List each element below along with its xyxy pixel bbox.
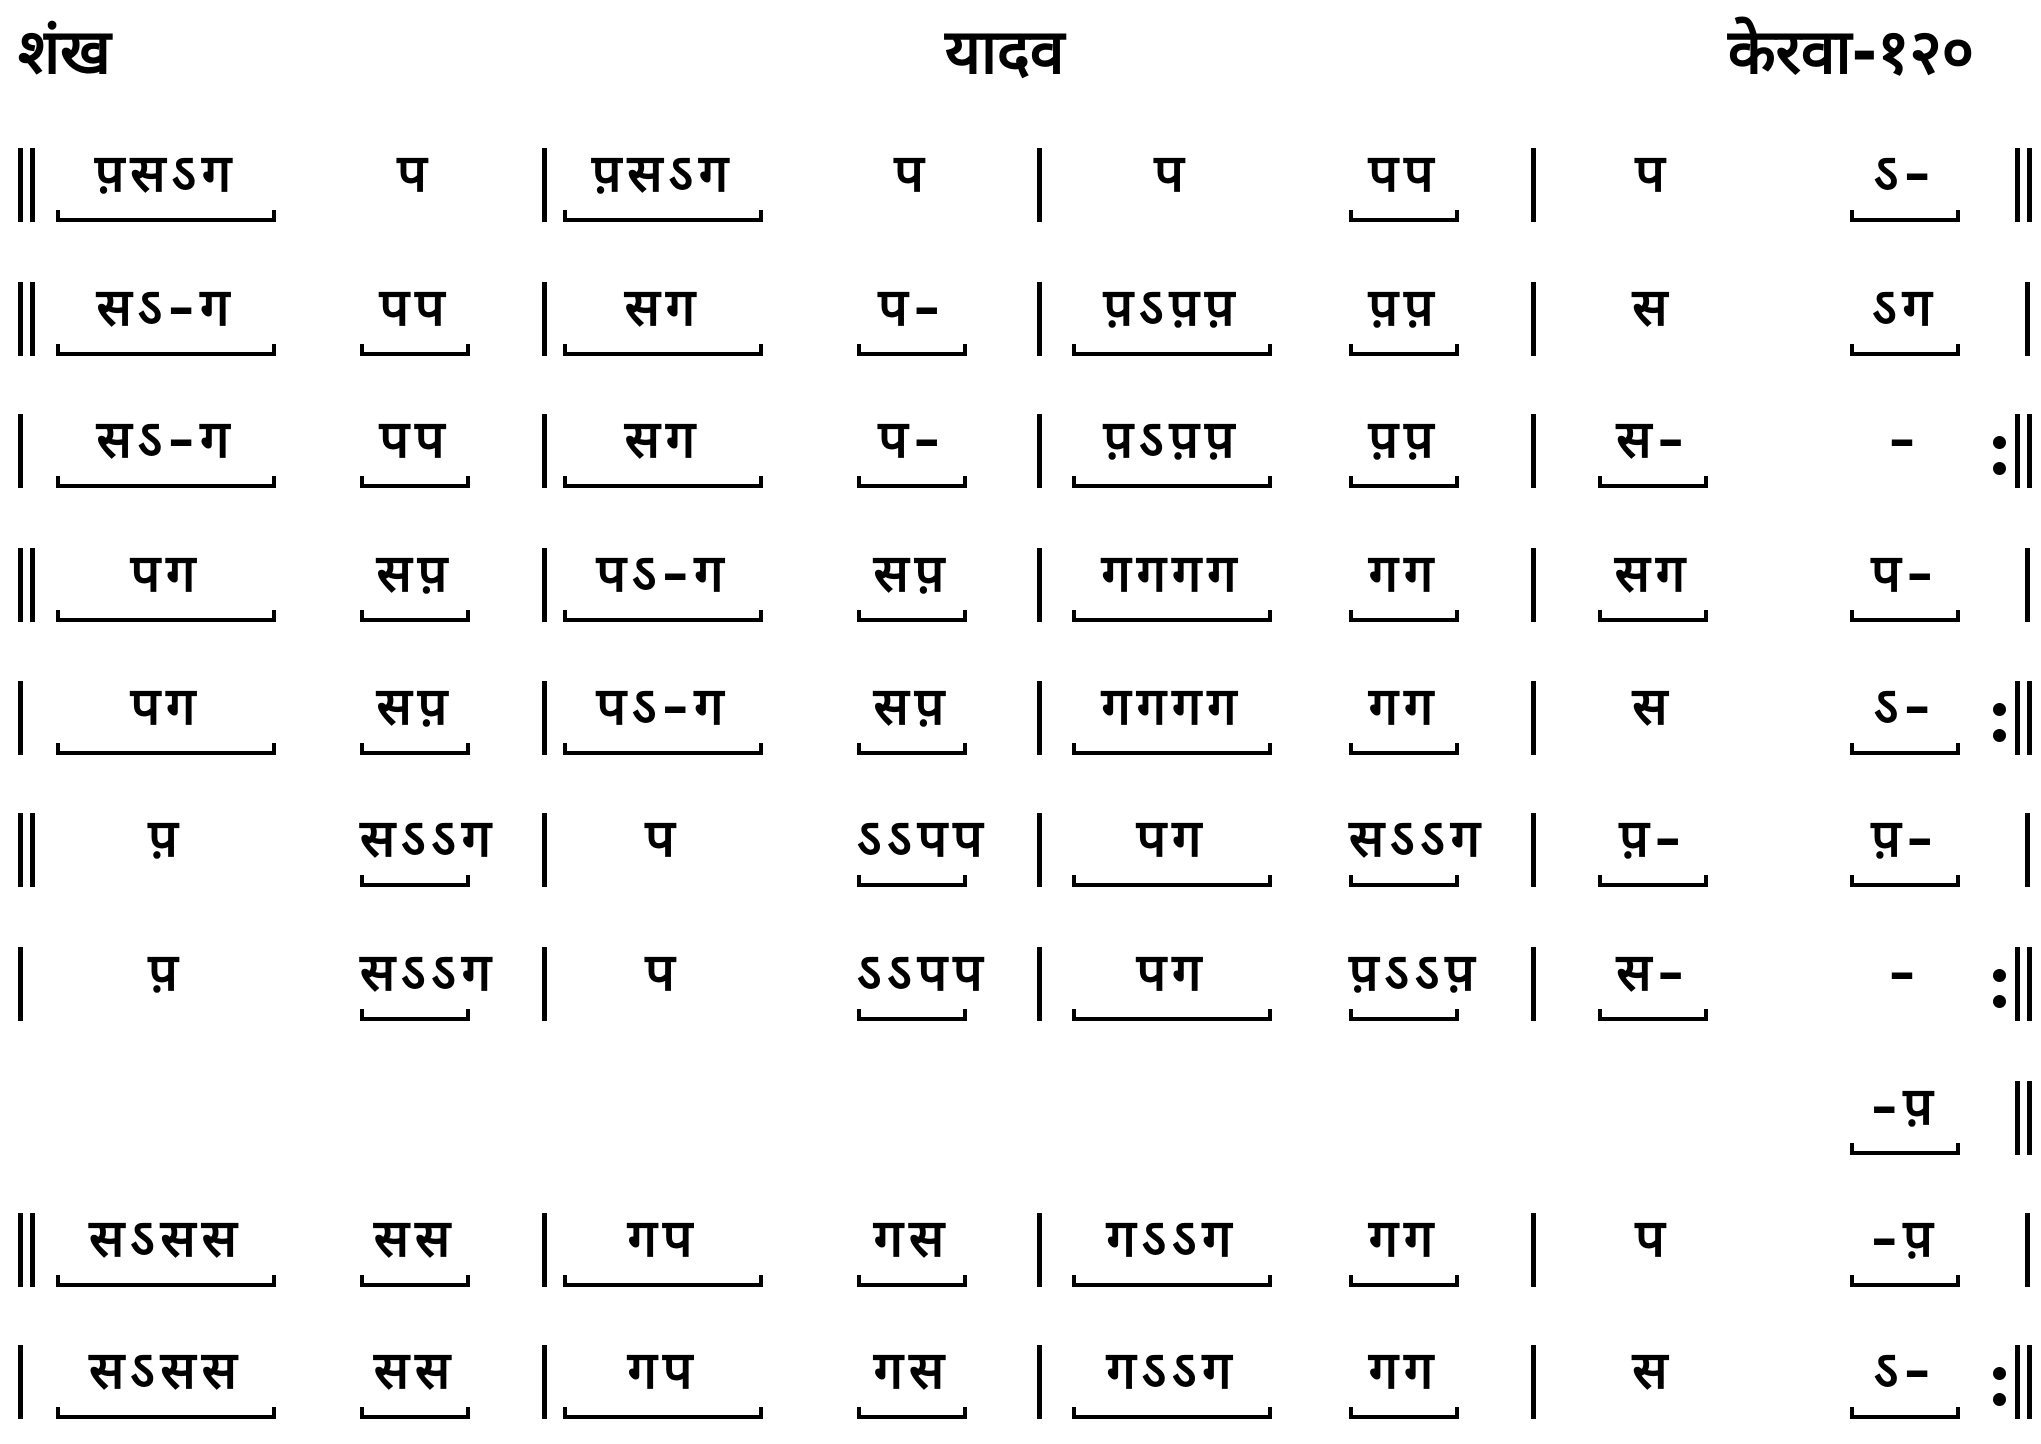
beat-cell — [1072, 1209, 1272, 1289]
beat-cell — [857, 410, 967, 490]
beat-group-bracket — [1349, 210, 1459, 222]
swara-text: – — [1889, 410, 1921, 470]
row-end-barline — [2015, 947, 2020, 1021]
beat-cell — [360, 1209, 470, 1289]
beat-group-bracket — [1072, 344, 1272, 356]
beat-cell — [1850, 410, 1960, 490]
beat-cell — [563, 278, 763, 358]
beat-group-bracket — [1850, 344, 1960, 356]
swara-text: सऽसस — [89, 1209, 243, 1269]
beat-cell — [1349, 1341, 1459, 1421]
beat-cell — [1850, 943, 1960, 1023]
beat-cell — [857, 278, 967, 358]
beat-group-bracket — [1850, 1407, 1960, 1419]
beat-cell — [360, 1341, 470, 1421]
beat-cell — [1072, 809, 1272, 889]
beat-cell — [1349, 278, 1459, 358]
swara-text: गग — [1368, 1341, 1440, 1401]
swara-text: स — [1632, 1341, 1674, 1401]
beat-cell — [563, 1209, 763, 1289]
row-start-barline — [30, 548, 35, 622]
measure-barline — [1531, 548, 1536, 622]
beat-group-bracket — [1349, 1407, 1459, 1419]
swara-text: प — [1154, 144, 1190, 204]
measure-barline — [1037, 548, 1042, 622]
swara-text: ऽ– — [1873, 677, 1937, 737]
beat-cell — [857, 809, 989, 889]
row-end-barline — [2027, 148, 2032, 222]
beat-cell — [1349, 544, 1459, 624]
beat-group-bracket — [56, 1275, 276, 1287]
beat-cell — [1598, 544, 1708, 624]
swara-text: प़ — [148, 809, 184, 869]
row-start-barline — [18, 813, 23, 887]
beat-cell — [1850, 144, 1960, 224]
measure-barline — [542, 947, 547, 1021]
beat-group-bracket — [1850, 743, 1960, 755]
measure-barline — [1531, 813, 1536, 887]
swara-text: पप — [1368, 144, 1440, 204]
beat-group-bracket — [1850, 210, 1960, 222]
beat-cell — [360, 144, 470, 224]
beat-cell — [1349, 809, 1486, 889]
beat-group-bracket — [563, 1407, 763, 1419]
row-end-barline — [2015, 414, 2020, 488]
beat-group-bracket — [563, 344, 763, 356]
beat-cell — [56, 1209, 276, 1289]
beat-group-bracket — [1072, 476, 1272, 488]
swara-text: प — [1635, 144, 1671, 204]
beat-cell — [1349, 1209, 1459, 1289]
row-end-barline — [2027, 1345, 2032, 1419]
beat-cell — [56, 1341, 276, 1421]
swara-text: सप़ — [376, 544, 454, 604]
row-end-barline — [2025, 548, 2030, 622]
beat-cell — [56, 809, 276, 889]
beat-group-bracket — [857, 875, 967, 887]
beat-group-bracket — [360, 875, 470, 887]
beat-group-bracket — [857, 610, 967, 622]
row-start-barline — [18, 282, 23, 356]
measure-barline — [1037, 282, 1042, 356]
beat-cell — [857, 1209, 967, 1289]
beat-cell — [563, 677, 763, 757]
swara-text: गग — [1368, 677, 1440, 737]
swara-text: पऽ–ग — [596, 677, 730, 737]
swara-text: स– — [1616, 943, 1690, 1003]
composer-title: यादव — [945, 15, 1065, 88]
swara-text: सऽ–ग — [96, 410, 236, 470]
beat-group-bracket — [1072, 875, 1272, 887]
swara-text: –प़ — [1871, 1077, 1939, 1137]
repeat-dot — [1993, 436, 2006, 449]
beat-cell — [1598, 1209, 1708, 1289]
repeat-dot — [1993, 1393, 2006, 1406]
beat-cell — [360, 677, 470, 757]
beat-cell — [56, 278, 276, 358]
swara-text: प़ — [148, 943, 184, 1003]
beat-group-bracket — [1072, 1009, 1272, 1021]
repeat-dots — [1993, 947, 2007, 1021]
measure-barline — [1531, 282, 1536, 356]
swara-text: ऽ– — [1873, 1341, 1937, 1401]
swara-text: पग — [130, 677, 202, 737]
beat-group-bracket — [563, 1275, 763, 1287]
swara-text: सग — [624, 278, 702, 338]
beat-group-bracket — [56, 1407, 276, 1419]
swara-text: सप़ — [376, 677, 454, 737]
beat-group-bracket — [1850, 875, 1960, 887]
swara-text: प — [1635, 1209, 1671, 1269]
beat-group-bracket — [360, 344, 470, 356]
swara-text: पऽ–ग — [596, 544, 730, 604]
repeat-dots — [1993, 681, 2007, 755]
beat-cell — [857, 677, 967, 757]
swara-text: गग — [1368, 1209, 1440, 1269]
beat-cell — [563, 1341, 763, 1421]
beat-group-bracket — [1349, 1275, 1459, 1287]
swara-text: प — [894, 144, 930, 204]
beat-cell — [1598, 943, 1708, 1023]
beat-group-bracket — [1349, 1009, 1459, 1021]
swara-text: ऽऽपप — [857, 809, 989, 869]
row-start-barline — [30, 1213, 35, 1287]
beat-cell — [1598, 1341, 1708, 1421]
beat-group-bracket — [56, 743, 276, 755]
beat-cell — [563, 410, 763, 490]
beat-cell — [1072, 410, 1272, 490]
beat-group-bracket — [1072, 743, 1272, 755]
beat-cell — [56, 943, 276, 1023]
beat-cell — [1349, 410, 1459, 490]
beat-cell — [360, 410, 470, 490]
row-start-barline — [30, 813, 35, 887]
swara-text: सऽऽग — [1349, 809, 1486, 869]
row-start-barline — [18, 148, 23, 222]
repeat-dot — [1993, 703, 2006, 716]
row-start-barline — [30, 282, 35, 356]
measure-barline — [1037, 1213, 1042, 1287]
beat-group-bracket — [1598, 476, 1708, 488]
beat-cell — [1850, 1209, 1960, 1289]
swara-text: सऽसस — [89, 1341, 243, 1401]
beat-cell — [360, 544, 470, 624]
beat-cell — [1349, 677, 1459, 757]
beat-cell — [857, 544, 967, 624]
beat-group-bracket — [857, 1009, 967, 1021]
beat-group-bracket — [1072, 1407, 1272, 1419]
beat-cell — [1850, 677, 1960, 757]
swara-text: सप़ — [873, 677, 951, 737]
swara-text: पप — [379, 278, 451, 338]
beat-group-bracket — [1850, 1275, 1960, 1287]
row-end-barline — [2025, 813, 2030, 887]
swara-text: प़प़ — [1368, 410, 1440, 470]
beat-group-bracket — [563, 476, 763, 488]
repeat-dot — [1993, 462, 2006, 475]
swara-text: गऽऽग — [1106, 1341, 1238, 1401]
beat-group-bracket — [360, 610, 470, 622]
beat-group-bracket — [563, 743, 763, 755]
beat-cell — [56, 144, 276, 224]
swara-text: सप़ — [873, 544, 951, 604]
beat-group-bracket — [1072, 1275, 1272, 1287]
measure-barline — [1531, 681, 1536, 755]
row-start-barline — [18, 1345, 23, 1419]
swara-text: पग — [1136, 809, 1208, 869]
measure-barline — [542, 1213, 547, 1287]
swara-text: ऽ– — [1873, 144, 1937, 204]
beat-cell — [1072, 677, 1272, 757]
beat-cell — [1598, 278, 1708, 358]
swara-text: गप — [627, 1209, 699, 1269]
swara-text: – — [1889, 943, 1921, 1003]
repeat-dots — [1993, 414, 2007, 488]
repeat-dot — [1993, 995, 2006, 1008]
beat-group-bracket — [857, 476, 967, 488]
beat-group-bracket — [1850, 610, 1960, 622]
row-start-barline — [18, 548, 23, 622]
taal-tempo-label: केरवा-१२० — [1728, 15, 1974, 88]
beat-group-bracket — [360, 1009, 470, 1021]
row-end-barline — [2025, 1213, 2030, 1287]
beat-group-bracket — [563, 610, 763, 622]
swara-text: सग — [1614, 544, 1692, 604]
row-end-barline — [2027, 947, 2032, 1021]
beat-group-bracket — [1349, 875, 1459, 887]
measure-barline — [542, 548, 547, 622]
row-end-barline — [2015, 681, 2020, 755]
measure-barline — [1037, 414, 1042, 488]
swara-text: प– — [878, 278, 946, 338]
beat-cell — [563, 544, 763, 624]
measure-barline — [542, 1345, 547, 1419]
swara-text: पग — [130, 544, 202, 604]
beat-group-bracket — [56, 344, 276, 356]
swara-text: गग — [1368, 544, 1440, 604]
swara-text: प– — [878, 410, 946, 470]
beat-cell — [563, 809, 763, 889]
swara-text: प़– — [1871, 809, 1939, 869]
beat-cell — [56, 677, 276, 757]
swara-text: ऽग — [1872, 278, 1938, 338]
beat-group-bracket — [1598, 1009, 1708, 1021]
beat-group-bracket — [360, 1407, 470, 1419]
beat-group-bracket — [56, 610, 276, 622]
row-end-barline — [2015, 148, 2020, 222]
repeat-dots — [1993, 1345, 2007, 1419]
row-start-barline — [18, 1213, 23, 1287]
beat-group-bracket — [1072, 610, 1272, 622]
beat-cell — [1598, 410, 1708, 490]
beat-cell — [56, 544, 276, 624]
beat-cell — [1850, 278, 1960, 358]
beat-cell — [1850, 544, 1960, 624]
measure-barline — [1531, 1213, 1536, 1287]
beat-cell — [563, 943, 763, 1023]
swara-text: प़– — [1619, 809, 1687, 869]
swara-text: सऽऽग — [360, 809, 497, 869]
swara-text: गऽऽग — [1106, 1209, 1238, 1269]
swara-text: गस — [873, 1341, 951, 1401]
row-end-barline — [2015, 1081, 2020, 1155]
beat-cell — [857, 943, 989, 1023]
beat-cell — [360, 809, 497, 889]
beat-cell — [1072, 544, 1272, 624]
row-end-barline — [2027, 681, 2032, 755]
beat-group-bracket — [1349, 344, 1459, 356]
beat-cell — [1850, 1341, 1960, 1421]
beat-cell — [360, 278, 470, 358]
beat-group-bracket — [1349, 476, 1459, 488]
beat-group-bracket — [1598, 875, 1708, 887]
swara-text: प़ऽऽप़ — [1349, 943, 1481, 1003]
beat-group-bracket — [563, 210, 763, 222]
beat-cell — [1072, 278, 1272, 358]
measure-barline — [542, 148, 547, 222]
swara-text: प़ऽप़प़ — [1103, 278, 1241, 338]
swara-text: स — [1632, 677, 1674, 737]
measure-barline — [1531, 947, 1536, 1021]
measure-barline — [1037, 947, 1042, 1021]
beat-cell — [857, 1341, 967, 1421]
swara-text: प़सऽग — [591, 144, 735, 204]
beat-group-bracket — [56, 476, 276, 488]
row-start-barline — [18, 414, 23, 488]
swara-text: पप — [379, 410, 451, 470]
swara-text: सस — [373, 1341, 457, 1401]
swara-text: प़प़ — [1368, 278, 1440, 338]
swara-text: प़ऽप़प़ — [1103, 410, 1241, 470]
row-start-barline — [30, 148, 35, 222]
measure-barline — [1037, 1345, 1042, 1419]
swara-text: गस — [873, 1209, 951, 1269]
swara-text: गप — [627, 1341, 699, 1401]
beat-cell — [1349, 144, 1459, 224]
swara-text: प– — [1871, 544, 1939, 604]
swara-text: सस — [373, 1209, 457, 1269]
beat-cell — [1072, 1341, 1272, 1421]
measure-barline — [1531, 1345, 1536, 1419]
swara-text: सऽ–ग — [96, 278, 236, 338]
beat-group-bracket — [857, 344, 967, 356]
beat-group-bracket — [1349, 610, 1459, 622]
beat-cell — [1598, 677, 1708, 757]
beat-group-bracket — [857, 743, 967, 755]
beat-group-bracket — [1850, 1143, 1960, 1155]
swara-text: स — [1632, 278, 1674, 338]
beat-cell — [1850, 1077, 1960, 1157]
swara-text: –प़ — [1871, 1209, 1939, 1269]
measure-barline — [1037, 681, 1042, 755]
instrument-label: शंख — [18, 15, 111, 88]
beat-cell — [1598, 809, 1708, 889]
row-end-barline — [2027, 414, 2032, 488]
measure-barline — [542, 414, 547, 488]
swara-text: गगगग — [1101, 677, 1243, 737]
swara-text: ऽऽपप — [857, 943, 989, 1003]
measure-barline — [1531, 148, 1536, 222]
swara-text: सग — [624, 410, 702, 470]
beat-cell — [360, 943, 497, 1023]
beat-group-bracket — [360, 476, 470, 488]
row-start-barline — [18, 681, 23, 755]
beat-cell — [56, 410, 276, 490]
measure-barline — [542, 813, 547, 887]
row-end-barline — [2025, 282, 2030, 356]
beat-group-bracket — [857, 1275, 967, 1287]
measure-barline — [1037, 813, 1042, 887]
beat-group-bracket — [360, 1275, 470, 1287]
beat-group-bracket — [857, 1407, 967, 1419]
beat-cell — [1850, 809, 1960, 889]
swara-text: प — [397, 144, 433, 204]
measure-barline — [1037, 148, 1042, 222]
swara-text: प़सऽग — [94, 144, 238, 204]
row-end-barline — [2015, 1345, 2020, 1419]
beat-cell — [563, 144, 763, 224]
beat-cell — [1598, 144, 1708, 224]
swara-text: पग — [1136, 943, 1208, 1003]
beat-cell — [1349, 943, 1481, 1023]
beat-group-bracket — [56, 210, 276, 222]
beat-group-bracket — [360, 743, 470, 755]
row-start-barline — [18, 947, 23, 1021]
repeat-dot — [1993, 1367, 2006, 1380]
swara-text: सऽऽग — [360, 943, 497, 1003]
repeat-dot — [1993, 969, 2006, 982]
measure-barline — [542, 681, 547, 755]
swara-text: गगगग — [1101, 544, 1243, 604]
measure-barline — [542, 282, 547, 356]
beat-cell — [1072, 144, 1272, 224]
row-end-barline — [2027, 1081, 2032, 1155]
beat-cell — [1072, 943, 1272, 1023]
swara-text: स– — [1616, 410, 1690, 470]
beat-group-bracket — [1349, 743, 1459, 755]
beat-cell — [857, 144, 967, 224]
measure-barline — [1531, 414, 1536, 488]
beat-group-bracket — [1598, 610, 1708, 622]
repeat-dot — [1993, 729, 2006, 742]
swara-text: प — [645, 943, 681, 1003]
swara-text: प — [645, 809, 681, 869]
